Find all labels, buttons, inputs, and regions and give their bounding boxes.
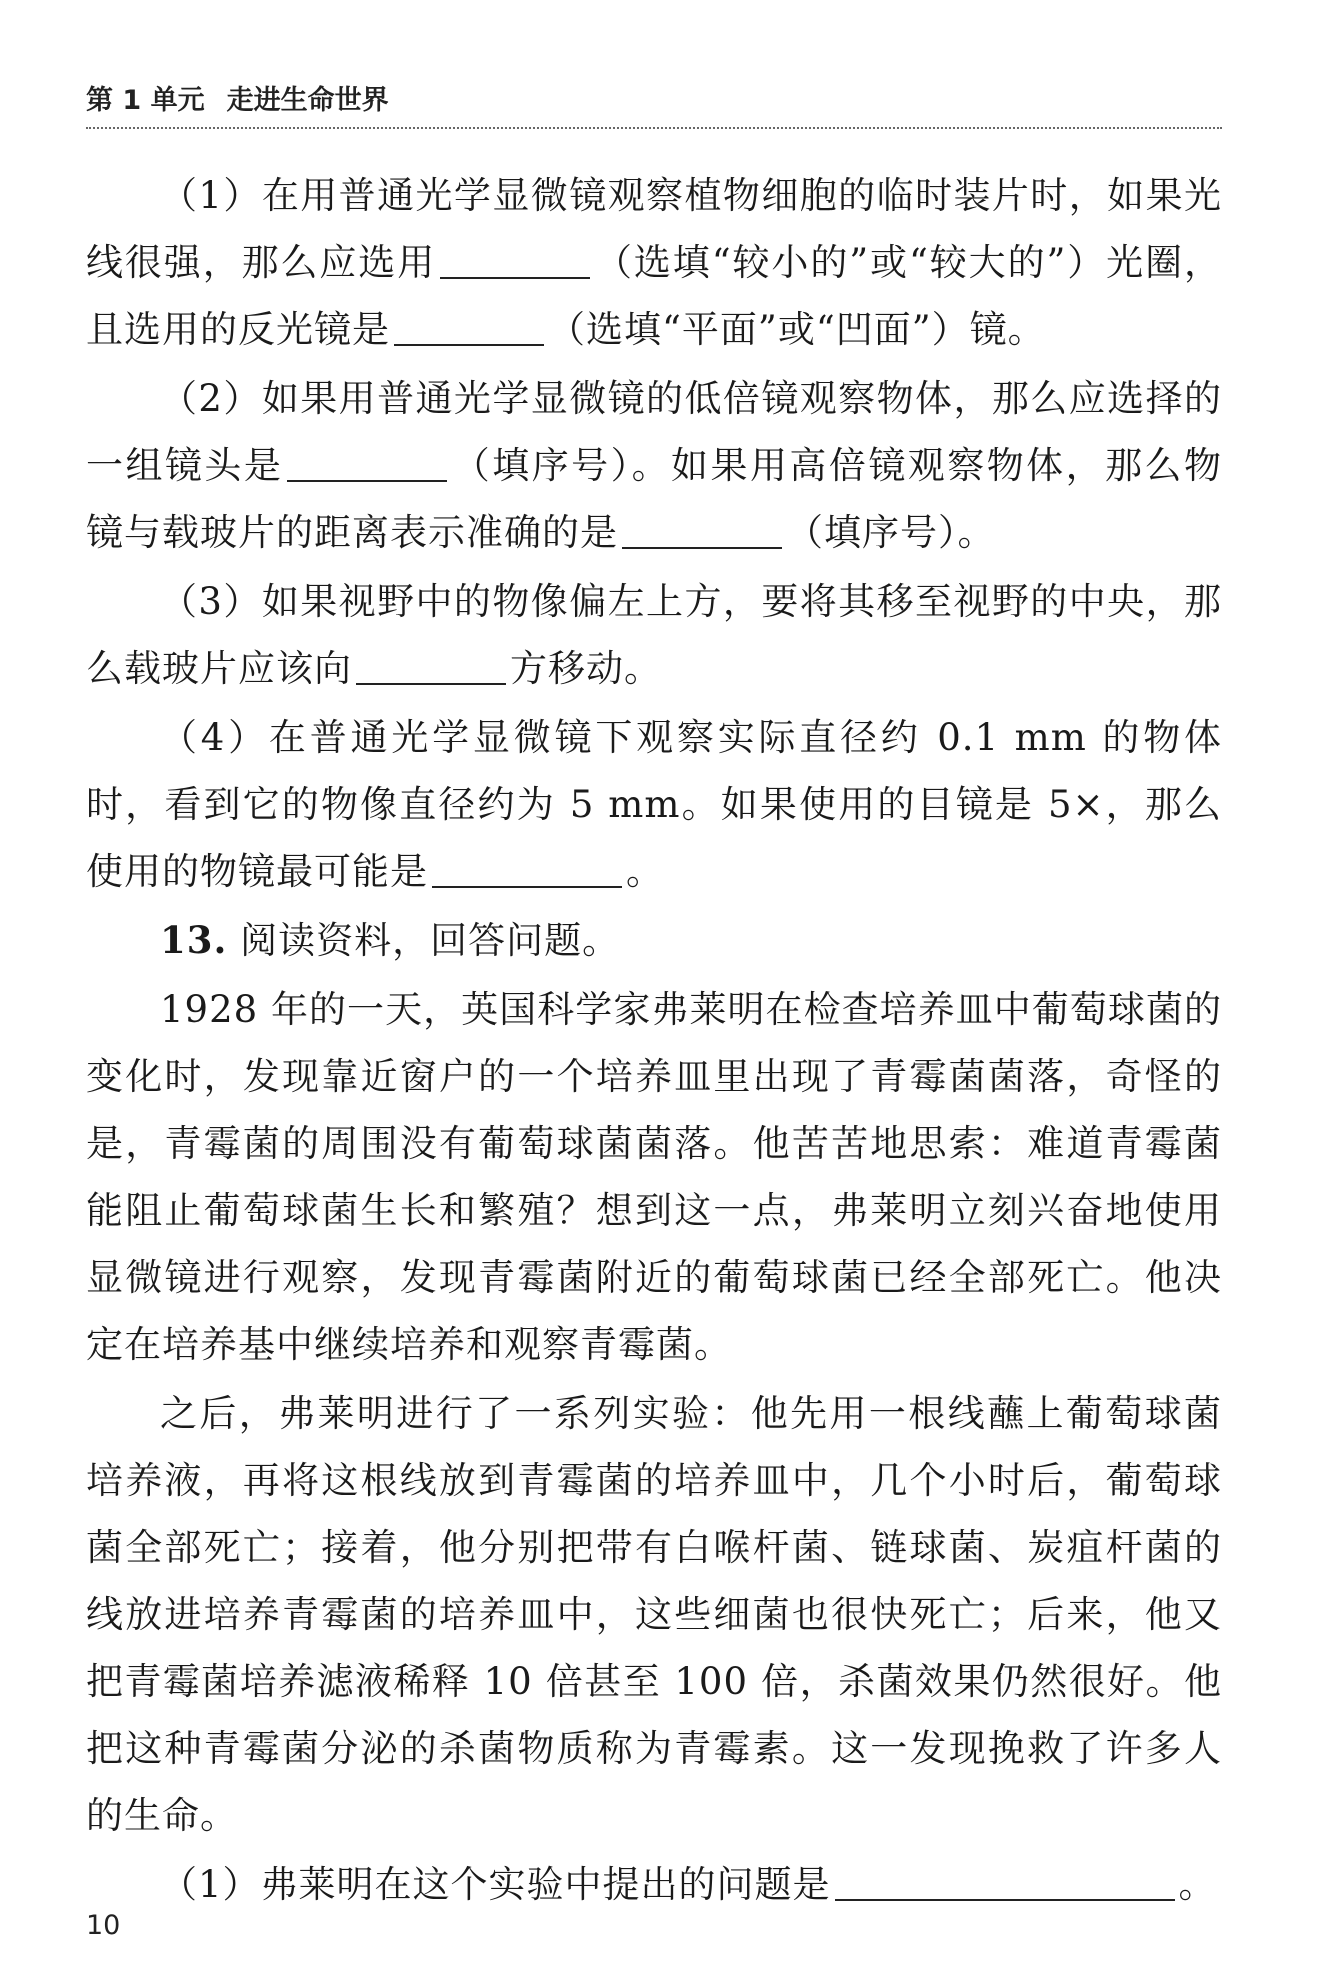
question-number: 13. — [160, 918, 228, 962]
q13-heading — [86, 907, 1222, 974]
running-header — [86, 78, 1222, 129]
q12-sub3-text-a: （3）如果视野中的物像偏左上方，要将其移至视野的中央，那么载玻片应该向 — [86, 580, 1222, 690]
q12-sub4-text-b: 。 — [626, 850, 664, 893]
page-number: 10 — [86, 1910, 121, 1941]
answer-blank[interactable] — [622, 510, 782, 549]
answer-blank[interactable] — [835, 1862, 1175, 1901]
q13-material-para1: 1928 年的一天，英国科学家弗莱明在检查培养皿中葡萄球菌的变化时，发现靠近窗户的一个培养皿里出现了青霉菌菌落，奇怪的是，青霉菌的周围没有葡萄球菌菌落。他苦苦地思索：难道青霉菌能阻止葡萄球菌生长和繁殖？想到这一点，弗莱明立刻兴奋地使用显微镜进行观察，发现青霉菌附近的葡萄球菌已经全部死亡。他决定在培养基中继续培养和观察青霉菌。 — [86, 988, 1222, 1366]
q13-sub1 — [86, 1851, 1222, 1918]
answer-blank[interactable] — [432, 849, 622, 888]
q12-sub1-text-b: （选填“较小的”或“较大的”）光圈，且选用的反光镜是 — [86, 241, 1222, 351]
q13-sub1-text-b: 。 — [1178, 1863, 1217, 1906]
answer-blank[interactable] — [356, 646, 506, 685]
q12-sub2 — [86, 365, 1222, 566]
answer-blank[interactable] — [287, 443, 447, 482]
q12-sub2-text-b: （填序号）。如果用高倍镜观察物体，那么物镜与载玻片的距离表示准确的是 — [86, 444, 1223, 554]
q12-sub4 — [86, 704, 1222, 905]
page-content — [86, 162, 1222, 1918]
q13-material-para2: 之后，弗莱明进行了一系列实验：他先用一根线蘸上葡萄球菌培养液，再将这根线放到青霉菌的培养皿中，几个小时后，葡萄球菌全部死亡；接着，他分别把带有白喉杆菌、链球菌、炭疽杆菌的线放进培养青霉菌的培养皿中，这些细菌也很快死亡；后来，他又把青霉菌培养滤液稀释 10 倍甚至 100 倍，杀菌效果仍然很好。他把这种青霉菌分泌的杀菌物质称为青霉素。这一发现挽救了许多人的生命。 — [86, 1392, 1222, 1837]
unit-title: 走进生命世界 — [226, 85, 389, 116]
q12-sub1-text-a: （1）在用普通光学显微镜观察植物细胞的临时装片时，如果光线很强，那么应选用 — [86, 174, 1222, 284]
answer-blank[interactable] — [440, 240, 590, 279]
answer-blank[interactable] — [394, 307, 544, 346]
q13-sub1-text-a: （1）弗莱明在这个实验中提出的问题是 — [160, 1863, 831, 1906]
q12-sub3 — [86, 568, 1222, 702]
q12-sub2-text-a: （2）如果用普通光学显微镜的低倍镜观察物体，那么应选择的一组镜头是 — [86, 377, 1222, 487]
question-prompt: 阅读资料，回答问题。 — [240, 919, 621, 962]
unit-label: 第 1 单元 — [86, 85, 205, 116]
q12-sub1 — [86, 162, 1222, 363]
q12-sub1-text-c: （选填“平面”或“凹面”）镜。 — [548, 308, 1046, 351]
q12-sub3-text-b: 方移动。 — [510, 647, 662, 690]
q12-sub2-text-c: （填序号）。 — [786, 511, 996, 554]
q12-sub4-text-a: （4）在普通光学显微镜下观察实际直径约 0.1 mm 的物体时，看到它的物像直径约为 5 mm。如果使用的目镜是 5×，那么使用的物镜最可能是 — [86, 716, 1222, 893]
